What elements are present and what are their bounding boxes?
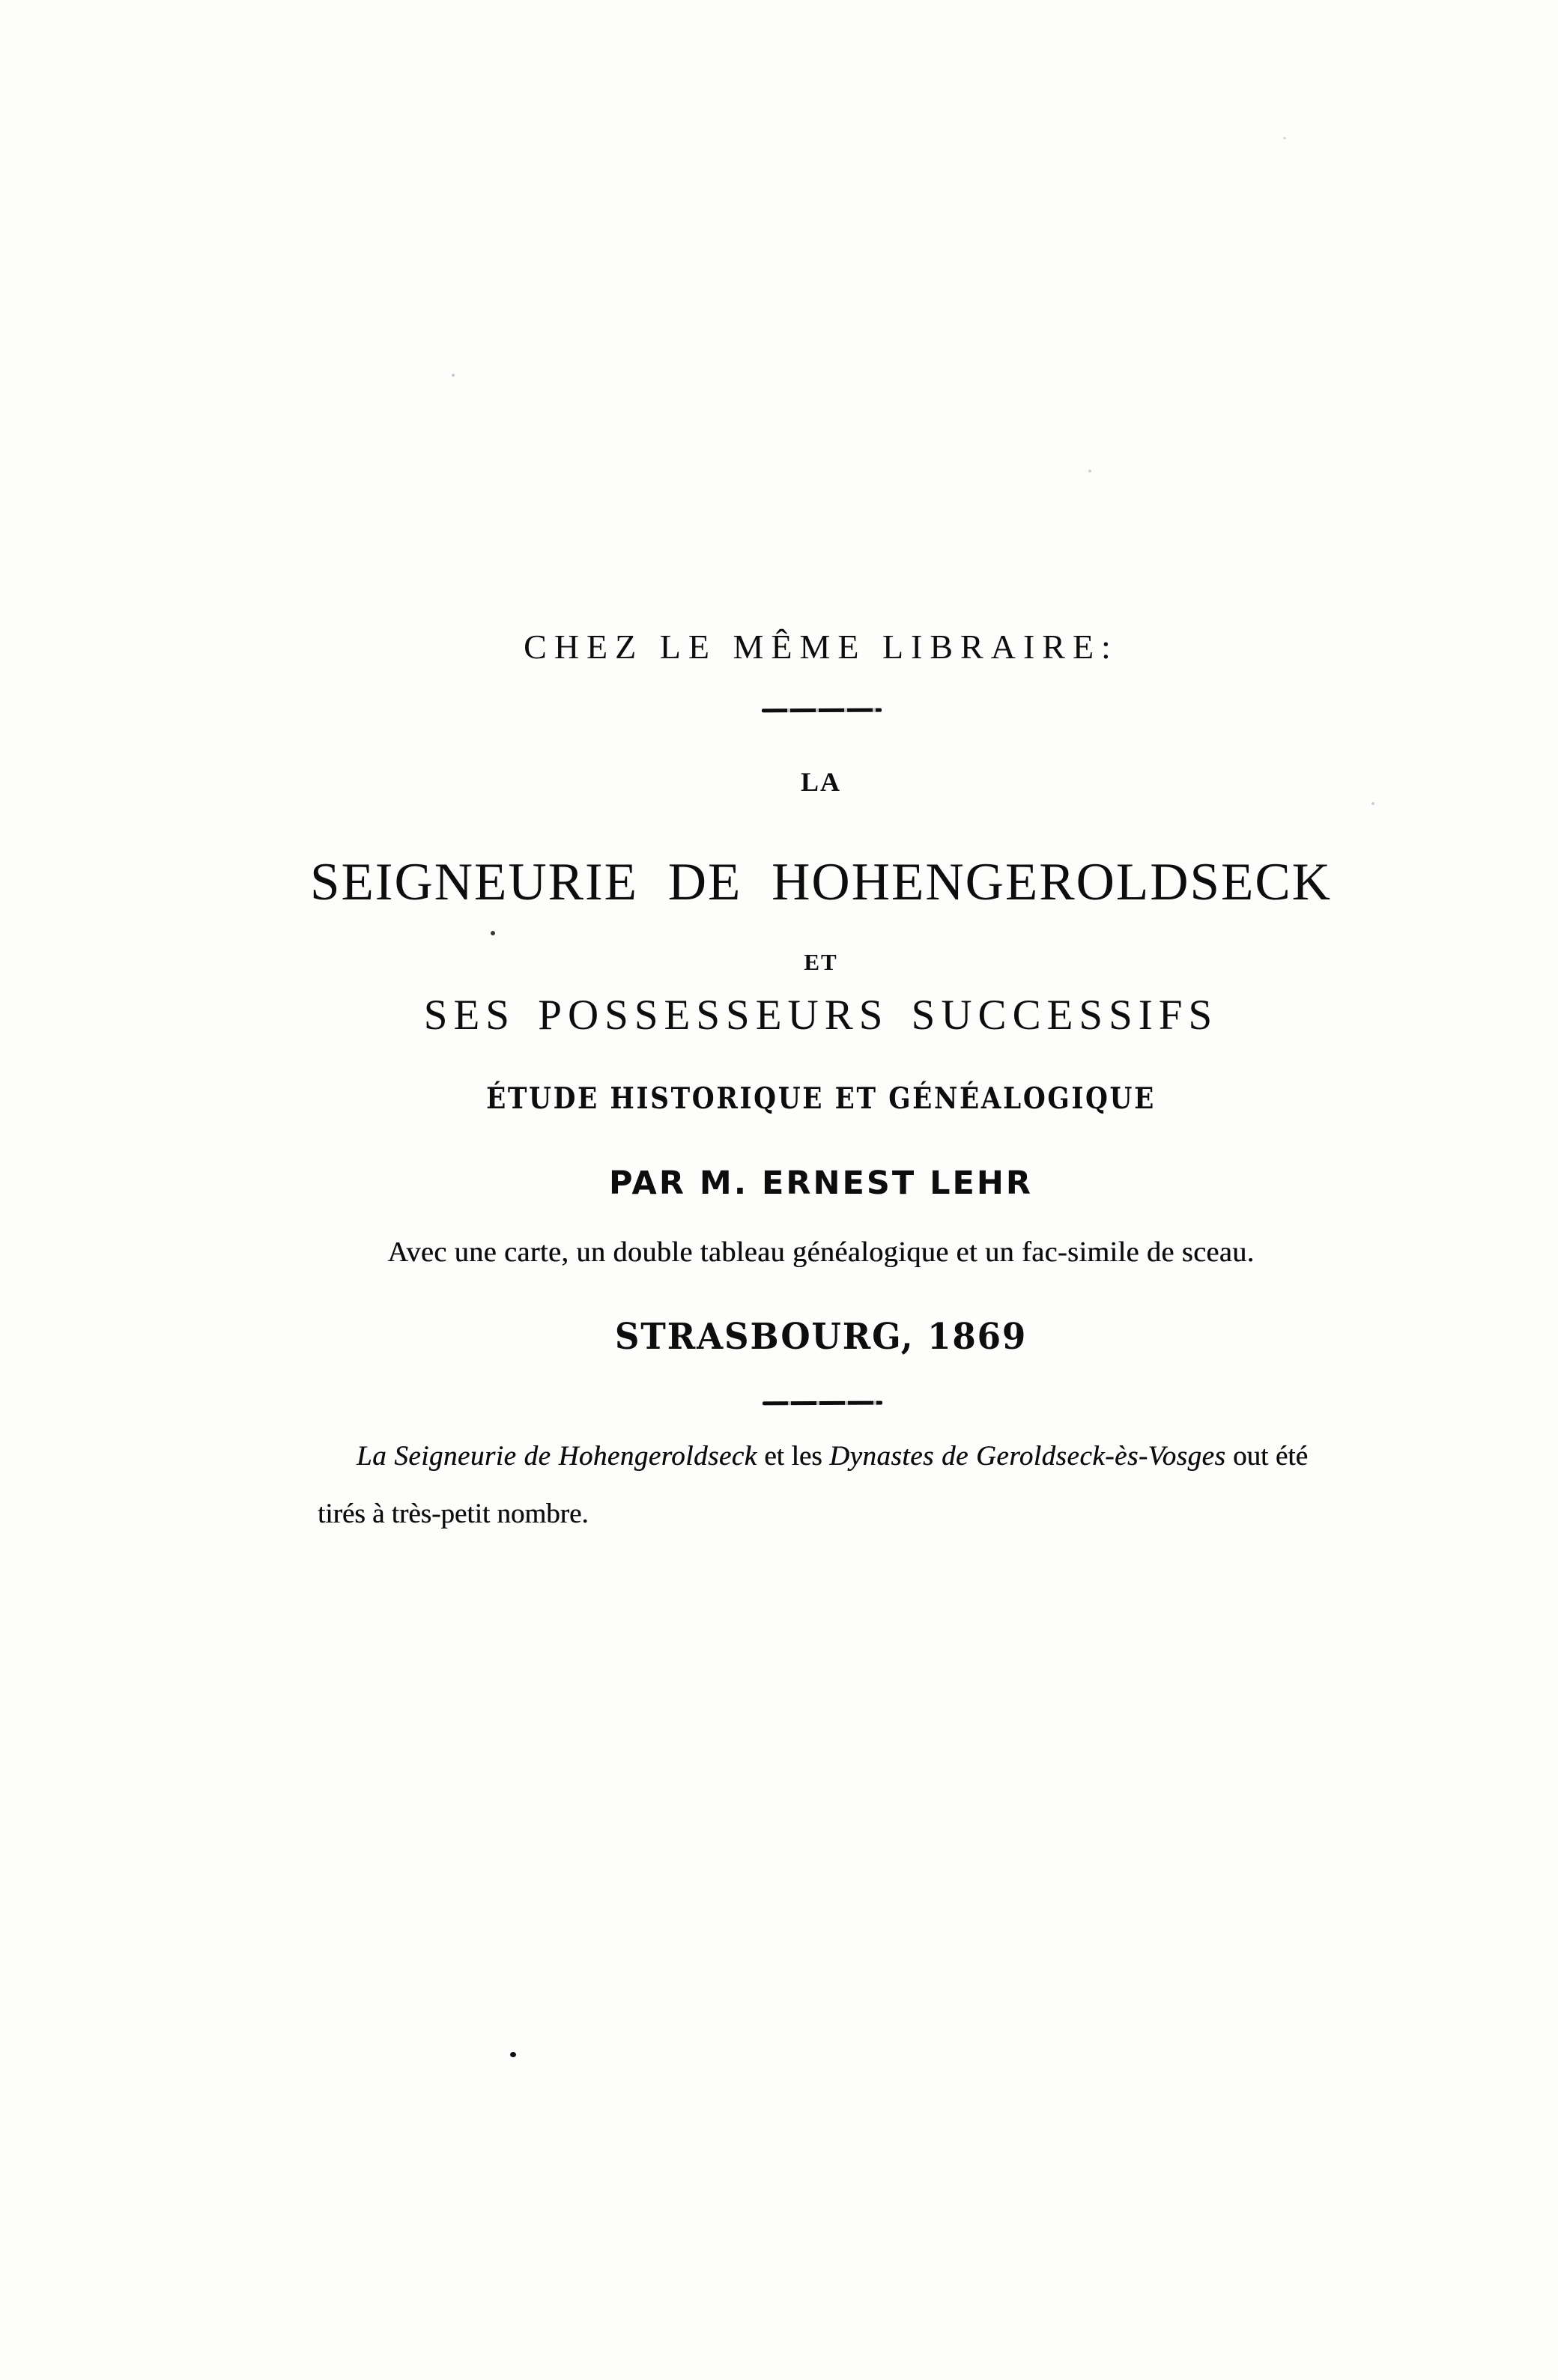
divider-rule-top [762,708,882,713]
title-conjunction: ET [804,949,838,975]
imprint-place-date: STRASBOURG, 1869 [614,1316,1028,1358]
title-subtitle: SES POSSESSEURS SUCCESSIFS [423,992,1219,1039]
divider-rule-bottom [763,1401,882,1406]
author-byline: PAR M. ERNEST LEHR [608,1165,1033,1202]
title-main: SEIGNEURIE DE HOHENGEROLDSECK [309,853,1333,911]
scan-speck [1283,137,1286,139]
ink-dot [510,2052,516,2057]
contents-description: Avec une carte, un double tableau généalogique et un fac-simile de sceau. [387,1236,1255,1268]
colophon-line-1: La Seigneurie de Hohengeroldseck et les Dynastes de Geroldseck-ès-Vosges out été [357,1441,1308,1472]
colophon-line-2: tirés à très-petit nombre. [318,1499,589,1529]
title-article: LA [800,767,841,797]
scan-speck [452,374,455,377]
scan-speck [1371,802,1374,805]
scan-speck [1088,470,1091,473]
publisher-heading: CHEZ LE MÊME LIBRAIRE: [524,628,1118,666]
scan-speck [491,931,495,935]
study-subtitle: ÉTUDE HISTORIQUE ET GÉNÉALOGIQUE [486,1081,1156,1116]
